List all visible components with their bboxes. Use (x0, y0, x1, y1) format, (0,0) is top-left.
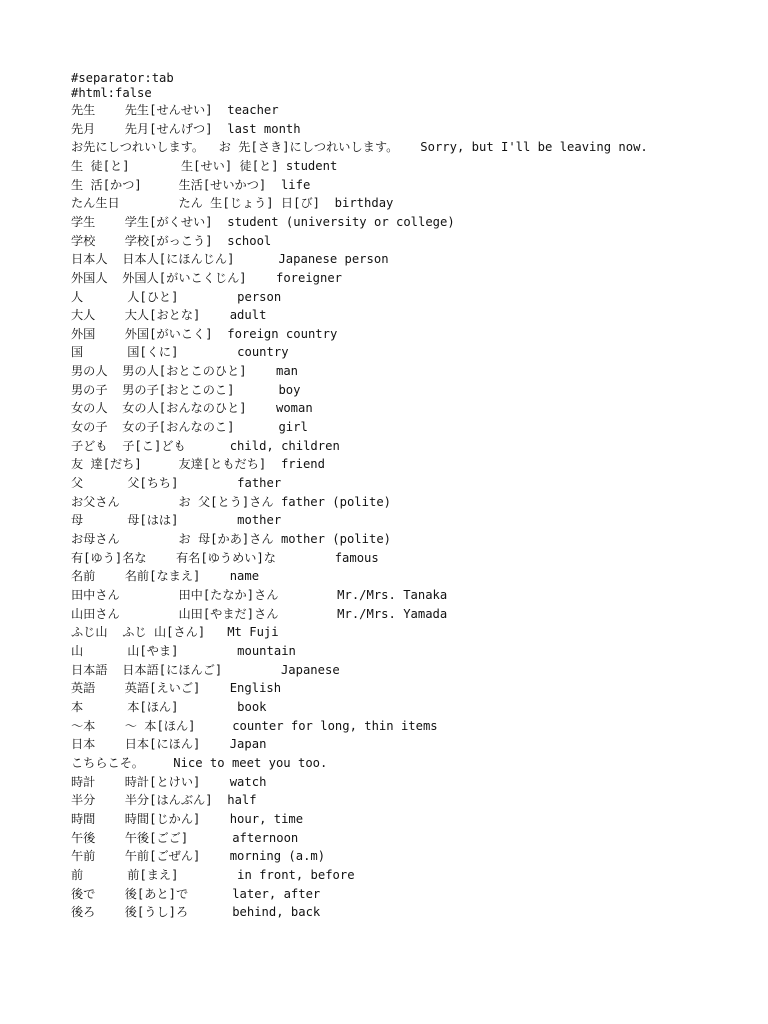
entry-front: 学生 (71, 214, 96, 229)
tab-gap (95, 306, 124, 325)
entry-reading: 名前[なまえ] (124, 569, 201, 584)
entry-front: 〜本 (71, 718, 96, 733)
entry-front: 英語 (71, 681, 96, 696)
tab-gap (200, 735, 229, 754)
entry-meaning: later, after (232, 886, 321, 901)
entry-reading: 男の人[おとこのひと] (122, 364, 247, 379)
tab-gap (120, 530, 179, 549)
entry-front: お先にしつれいします。 (71, 140, 205, 155)
list-item (71, 120, 691, 139)
entry-meaning: girl (278, 420, 308, 435)
tab-gap (120, 194, 179, 213)
entry-front: 日本人 (71, 252, 108, 267)
entry-reading: 山田[やまだ]さん (178, 606, 279, 621)
tab-gap (188, 829, 232, 848)
tab-gap (274, 530, 281, 549)
entry-meaning: father (polite) (280, 494, 391, 509)
tab-gap (276, 549, 335, 568)
tab-gap (95, 847, 124, 866)
vocab-list (71, 101, 691, 922)
list-item (71, 138, 691, 157)
entry-reading: 友達[ともだち] (178, 457, 267, 472)
tab-gap (247, 399, 276, 418)
entry-front: 外国 (71, 326, 96, 341)
entry-front: 後ろ (71, 905, 96, 920)
list-item (71, 493, 691, 512)
entry-reading: 〜 本[ほん] (124, 718, 196, 733)
list-item (71, 157, 691, 176)
entry-reading: 英語[えいご] (124, 681, 201, 696)
entry-reading: 田中[たなか]さん (178, 588, 279, 602)
entry-reading: お 父[とう]さん (178, 494, 274, 509)
entry-reading: 午後[ごご] (124, 830, 189, 845)
list-item (71, 530, 691, 549)
entry-reading: 生[せい] 徒[と] (180, 158, 279, 173)
entry-meaning: Japanese person (278, 252, 389, 267)
entry-reading: 日本[にほん] (124, 737, 201, 752)
list-item (71, 399, 691, 418)
entry-front: 先月 (71, 121, 96, 136)
separator-directive: #separator:tab (71, 71, 174, 85)
entry-meaning: Sorry, but I'll be leaving now. (420, 140, 648, 155)
list-item (71, 269, 691, 288)
list-item (71, 791, 691, 810)
list-item (71, 698, 691, 717)
tab-gap (95, 810, 124, 829)
entry-reading: たん 生[じょう] 日[び] (178, 196, 320, 211)
list-item (71, 381, 691, 400)
entry-meaning: mother (polite) (280, 532, 391, 547)
entry-front: 女の子 (71, 420, 108, 435)
entry-meaning: half (227, 793, 257, 808)
tab-gap (178, 474, 237, 493)
entry-front: 本 (71, 699, 84, 714)
entry-reading: Nice to meet you too. (173, 755, 328, 770)
tab-gap (274, 493, 281, 512)
entry-reading: ふじ 山[さん] (122, 625, 206, 640)
entry-meaning: behind, back (232, 905, 321, 920)
entry-front: 日本語 (71, 662, 108, 677)
entry-front: こちらこそ。 (71, 755, 144, 770)
entry-front: 国 (71, 345, 84, 360)
entry-meaning: boy (278, 382, 301, 397)
list-item (71, 679, 691, 698)
entry-reading: 先月[せんげつ] (124, 121, 213, 136)
entry-meaning: Mr./Mrs. Tanaka (337, 588, 448, 602)
entry-reading: 日本人[にほんじん] (122, 252, 235, 267)
entry-reading: 後[あと]で (124, 886, 189, 901)
tab-gap (278, 605, 337, 624)
tab-gap (247, 269, 276, 288)
tab-gap (108, 399, 123, 418)
entry-reading: 女の子[おんなのこ] (122, 420, 235, 435)
list-item (71, 232, 691, 251)
tab-gap (108, 269, 123, 288)
tab-gap (204, 140, 219, 155)
tab-gap (213, 213, 228, 232)
entry-reading: 学校[がっこう] (124, 233, 213, 248)
entry-meaning: foreigner (275, 270, 343, 285)
tab-gap (178, 288, 237, 307)
list-item (71, 567, 691, 586)
tab-gap (178, 343, 237, 362)
tab-gap (83, 698, 127, 717)
tab-gap (120, 493, 179, 512)
list-item (71, 362, 691, 381)
tab-gap (108, 418, 123, 437)
tab-gap (279, 157, 286, 176)
list-item (71, 754, 691, 773)
entry-front: 山田さん (71, 606, 120, 621)
tab-gap (188, 885, 232, 904)
list-item (71, 735, 691, 754)
html-directive: #html:false (71, 86, 152, 100)
tab-gap (95, 120, 124, 139)
tab-gap (95, 213, 124, 232)
list-item (71, 885, 691, 904)
list-item (71, 455, 691, 474)
entry-front: 男の人 (71, 364, 108, 379)
entry-front: 先生 (71, 103, 96, 117)
entry-meaning: country (237, 345, 289, 360)
document-page (71, 71, 691, 922)
entry-front: 大人 (71, 308, 96, 323)
entry-reading: 外国[がいこく] (124, 326, 213, 341)
entry-reading: 時間[じかん] (124, 811, 201, 826)
entry-meaning: mountain (237, 643, 296, 658)
entry-reading: 時計[とけい] (124, 774, 201, 789)
list-item (71, 586, 691, 605)
list-item (71, 437, 691, 456)
entry-meaning: child, children (229, 438, 340, 453)
entry-meaning: last month (227, 121, 301, 136)
entry-front: お父さん (71, 494, 120, 509)
entry-meaning: morning (a.m) (229, 849, 326, 864)
list-item (71, 101, 691, 120)
entry-reading: 先生[せんせい] (124, 103, 213, 117)
list-item (71, 176, 691, 195)
list-item (71, 903, 691, 922)
entry-meaning: school (227, 233, 272, 248)
tab-gap (205, 623, 227, 642)
entry-meaning: student (university or college) (227, 214, 455, 229)
entry-meaning: friend (280, 457, 325, 472)
entry-meaning: famous (334, 550, 379, 565)
tab-gap (142, 176, 179, 195)
tab-gap (108, 661, 123, 680)
entry-reading: 父[ちち] (127, 476, 179, 491)
entry-meaning: father (237, 476, 282, 491)
tab-gap (95, 325, 124, 344)
list-item (71, 343, 691, 362)
tab-gap (178, 642, 237, 661)
tab-gap (186, 437, 230, 456)
list-item (71, 642, 691, 661)
tab-gap (95, 903, 124, 922)
list-item (71, 773, 691, 792)
list-item (71, 474, 691, 493)
entry-front: 子ども (71, 438, 108, 453)
tab-gap (130, 157, 181, 176)
entry-reading: 山[やま] (127, 643, 179, 658)
entry-front: 名前 (71, 569, 96, 584)
tab-gap (120, 605, 179, 624)
tab-gap (108, 437, 123, 456)
entry-front: 時計 (71, 774, 96, 789)
entry-front: 日本 (71, 737, 96, 752)
entry-reading: 女の人[おんなのひと] (122, 401, 247, 416)
entry-reading: 前[まえ] (127, 867, 179, 882)
list-item (71, 325, 691, 344)
list-item (71, 511, 691, 530)
tab-gap (83, 866, 127, 885)
entry-reading: 半分[はんぶん] (124, 793, 213, 808)
tab-gap (108, 362, 123, 381)
tab-gap (83, 511, 127, 530)
entry-reading: 母[はは] (127, 513, 179, 528)
entry-front: 学校 (71, 233, 96, 248)
tab-gap (178, 698, 237, 717)
tab-gap (398, 140, 420, 155)
entry-reading: 学生[がくせい] (124, 214, 213, 229)
tab-gap (200, 847, 229, 866)
tab-gap (200, 567, 229, 586)
tab-gap (213, 791, 228, 810)
entry-reading: 生活[せいかつ] (178, 177, 267, 192)
entry-front: 午前 (71, 849, 96, 864)
tab-gap (200, 773, 229, 792)
entry-front: 母 (71, 513, 84, 528)
tab-gap (200, 810, 229, 829)
tab-gap (95, 717, 124, 736)
entry-front: 外国人 (71, 270, 108, 285)
entry-front: 生 活[かつ] (71, 177, 142, 192)
tab-gap (266, 176, 281, 195)
entry-front: 有[ゆう]名な (71, 550, 147, 565)
tab-gap (108, 250, 123, 269)
entry-meaning: teacher (227, 103, 279, 117)
entry-front: お母さん (71, 532, 120, 547)
entry-meaning: watch (229, 774, 267, 789)
entry-meaning: person (237, 289, 282, 304)
entry-front: 田中さん (71, 588, 120, 602)
list-item (71, 661, 691, 680)
tab-gap (95, 773, 124, 792)
entry-meaning: student (285, 158, 338, 173)
tab-gap (120, 586, 179, 605)
tab-gap (213, 120, 228, 139)
list-item (71, 213, 691, 232)
entry-meaning: woman (275, 401, 313, 416)
entry-meaning: name (229, 569, 260, 584)
tab-gap (108, 381, 123, 400)
entry-reading: 大人[おとな] (124, 308, 201, 323)
entry-front: 前 (71, 867, 84, 882)
tab-gap (200, 306, 229, 325)
entry-front: 午後 (71, 830, 96, 845)
list-item (71, 418, 691, 437)
entry-meaning: Japan (229, 737, 267, 752)
tab-gap (83, 343, 127, 362)
list-item (71, 250, 691, 269)
entry-meaning: counter for long, thin items (232, 718, 438, 733)
entry-reading: 本[ほん] (127, 699, 179, 714)
entry-front: 友 達[だち] (71, 457, 142, 472)
tab-gap (83, 642, 127, 661)
entry-reading: 男の子[おとこのこ] (122, 382, 235, 397)
entry-front: 時間 (71, 811, 96, 826)
entry-meaning: hour, time (229, 811, 304, 826)
entry-reading: 有名[ゆうめい]な (175, 550, 276, 565)
entry-reading: 人[ひと] (127, 289, 179, 304)
list-item (71, 866, 691, 885)
entry-reading: 日本語[にほんご] (122, 662, 223, 677)
tab-gap (234, 381, 278, 400)
list-item (71, 623, 691, 642)
tab-gap (95, 885, 124, 904)
entry-front: 女の人 (71, 401, 108, 416)
tab-gap (95, 829, 124, 848)
tab-gap (320, 194, 335, 213)
tab-gap (266, 455, 281, 474)
entry-meaning: life (280, 177, 311, 192)
tab-gap (247, 362, 276, 381)
tab-gap (142, 455, 179, 474)
entry-meaning: birthday (334, 196, 394, 211)
entry-reading: お 母[かあ]さん (178, 532, 274, 547)
entry-reading: 後[うし]ろ (124, 905, 189, 920)
entry-reading: 外国人[がいこくじん] (122, 270, 247, 285)
entry-meaning: in front, before (237, 867, 355, 882)
entry-front: 後で (71, 886, 96, 901)
tab-gap (147, 549, 176, 568)
tab-gap (83, 288, 127, 307)
list-item (71, 717, 691, 736)
tab-gap (188, 903, 232, 922)
tab-gap (213, 101, 228, 120)
list-item (71, 288, 691, 307)
tab-gap (95, 735, 124, 754)
entry-meaning: afternoon (232, 830, 299, 845)
entry-meaning: Japanese (280, 662, 340, 677)
tab-gap (234, 250, 278, 269)
entry-meaning: man (275, 364, 298, 379)
entry-front: 生 徒[と] (71, 158, 130, 173)
tab-gap (95, 791, 124, 810)
list-item (71, 810, 691, 829)
entry-meaning: English (229, 681, 282, 696)
tab-gap (222, 661, 281, 680)
tab-gap (95, 567, 124, 586)
entry-meaning: foreign country (227, 326, 338, 341)
list-item (71, 306, 691, 325)
entry-reading: 国[くに] (127, 345, 179, 360)
entry-front: 男の子 (71, 382, 108, 397)
entry-front: 山 (71, 643, 84, 658)
tab-gap (213, 325, 228, 344)
list-item (71, 829, 691, 848)
tab-gap (108, 623, 123, 642)
entry-meaning: Mt Fuji (227, 625, 279, 640)
entry-meaning: book (237, 699, 267, 714)
list-item (71, 605, 691, 624)
entry-reading: お 先[さき]にしつれいします。 (218, 140, 399, 155)
tab-gap (83, 474, 127, 493)
entry-front: 父 (71, 476, 84, 491)
tab-gap (200, 679, 229, 698)
tab-gap (234, 418, 278, 437)
entry-front: 半分 (71, 793, 96, 808)
tab-gap (95, 679, 124, 698)
tab-gap (144, 754, 173, 773)
entry-reading: 子[こ]ども (122, 438, 186, 453)
entry-front: 人 (71, 289, 84, 304)
tab-gap (278, 586, 337, 605)
entry-meaning: adult (229, 308, 267, 323)
tab-gap (95, 232, 124, 251)
list-item (71, 194, 691, 213)
entry-meaning: Mr./Mrs. Yamada (337, 606, 448, 621)
entry-meaning: mother (237, 513, 282, 528)
list-item (71, 847, 691, 866)
entry-front: ふじ山 (71, 625, 108, 640)
tab-gap (178, 511, 237, 530)
tab-gap (196, 717, 233, 736)
tab-gap (213, 232, 228, 251)
tab-gap (178, 866, 237, 885)
entry-reading: 午前[ごぜん] (124, 849, 201, 864)
entry-front: たん生日 (71, 196, 120, 211)
list-item (71, 549, 691, 568)
tab-gap (95, 101, 124, 120)
